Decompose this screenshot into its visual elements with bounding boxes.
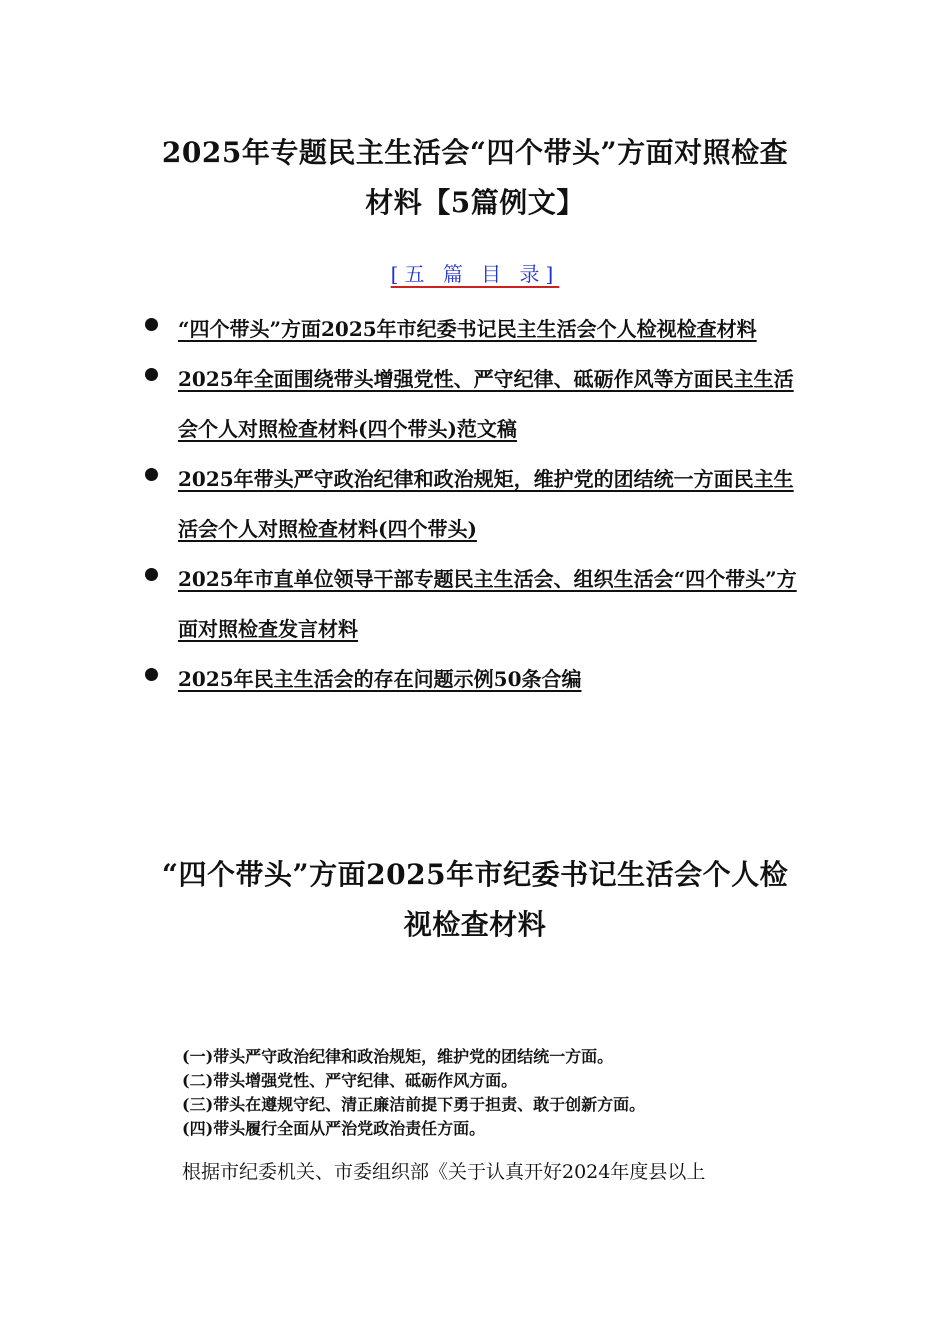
main-title-line-2: 材料【5篇例文】 (365, 186, 585, 219)
toc-link[interactable]: 2025年全面围绕带头增强党性、严守纪律、砥砺作风等方面民主生活会个人对照检查材料(四个带头)范文稿 (178, 367, 794, 441)
toc-link[interactable]: 2025年带头严守政治纪律和政治规矩，维护党的团结统一方面民主生活会个人对照检查材料(四个带头) (178, 467, 794, 541)
bullet-icon (145, 668, 158, 681)
article-title (120, 850, 830, 950)
section-item: (二)带头增强党性、严守纪律、砥砺作风方面。 (182, 1071, 518, 1090)
toc-heading (0, 258, 950, 287)
section-item: (一)带头严守政治纪律和政治规矩，维护党的团结统一方面。 (182, 1047, 614, 1066)
main-title-line-1: 2025年专题民主生活会“四个带头”方面对照检查 (161, 136, 789, 169)
body-paragraph: 根据市纪委机关、市委组织部《关于认真开好2024年度县以上 (182, 1161, 706, 1183)
section-item: (四)带头履行全面从严治党政治责任方面。 (182, 1119, 486, 1138)
article-title-line-2: 视检查材料 (403, 908, 547, 941)
bullet-icon (145, 568, 158, 581)
toc-link[interactable]: 2025年市直单位领导干部专题民主生活会、组织生活会“四个带头”方面对照检查发言材料 (178, 567, 797, 641)
toc-item[interactable] (145, 554, 805, 654)
toc-item[interactable] (145, 354, 805, 454)
bullet-icon (145, 468, 158, 481)
toc-item[interactable] (145, 304, 805, 354)
toc-item[interactable] (145, 454, 805, 554)
toc-heading-text: [五 篇 目 录] (390, 262, 560, 286)
article-title-line-1: “四个带头”方面2025年市纪委书记生活会个人检 (161, 858, 789, 891)
toc-link[interactable]: “四个带头”方面2025年市纪委书记民主生活会个人检视检查材料 (178, 317, 757, 341)
section-list (182, 1045, 822, 1141)
bullet-icon (145, 318, 158, 331)
bullet-icon (145, 368, 158, 381)
section-item: (三)带头在遵规守纪、清正廉洁前提下勇于担责、敢于创新方面。 (182, 1095, 646, 1114)
toc-item[interactable] (145, 654, 805, 704)
toc-list (145, 304, 805, 704)
toc-link[interactable]: 2025年民主生活会的存在问题示例50条合编 (178, 667, 582, 691)
main-title (120, 128, 830, 228)
